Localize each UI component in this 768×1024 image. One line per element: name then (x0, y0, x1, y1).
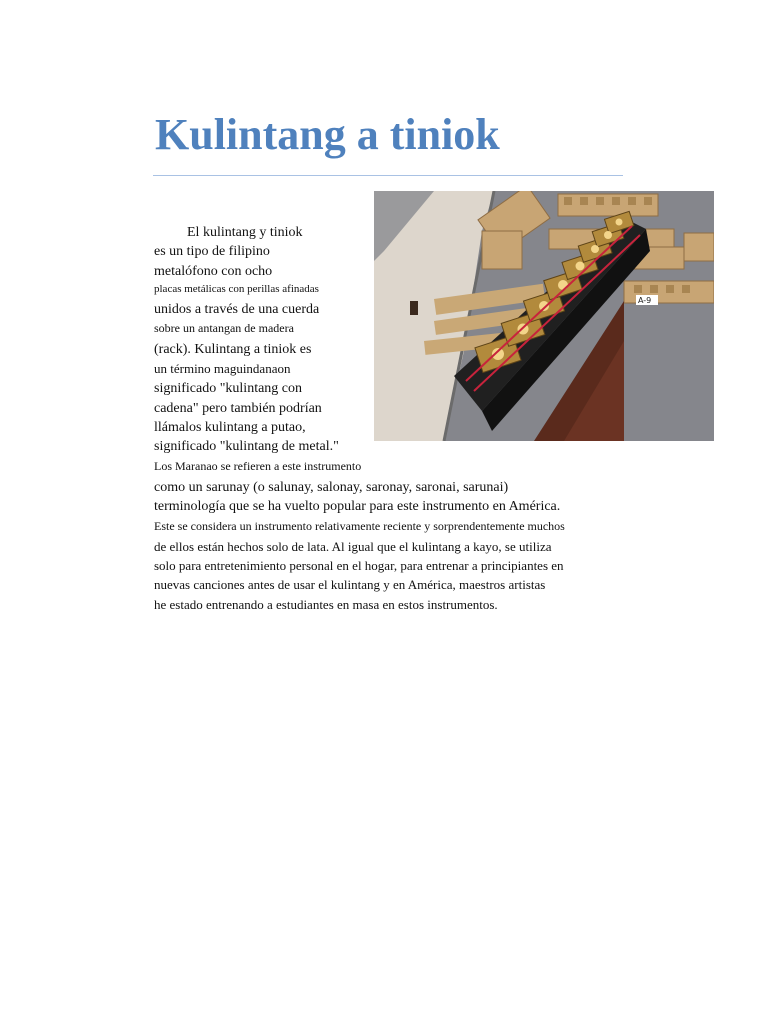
kulintang-photo (374, 191, 714, 441)
text-line: llámalos kulintang a putao, (154, 420, 306, 435)
photo-tag: A-9 (638, 296, 652, 305)
text-line: de ellos están hechos solo de lata. Al igual que el kulintang a kayo, se utiliza (154, 539, 552, 554)
text-line: terminología que se ha vuelto popular para este instrumento en América. (154, 499, 561, 514)
text-line: como un sarunay (o salunay, salonay, saronay, saronai, sarunai) (154, 480, 509, 495)
text-line: Los Maranao se refieren a este instrumento (154, 459, 362, 473)
text-line: nuevas canciones antes de usar el kulintang y en América, maestros artistas (154, 577, 546, 592)
text-line: cadena" pero también podrían (154, 401, 322, 416)
text-line: significado "kulintang de metal." (154, 439, 339, 454)
text-line: significado "kulintang con (154, 381, 303, 396)
text-line: un término maguindanaon (154, 361, 291, 376)
text-line: sobre un antangan de madera (154, 321, 294, 335)
text-line: es un tipo de filipino (154, 244, 270, 259)
text-line: unidos a través de una cuerda (154, 302, 320, 317)
text-line: metalófono con ocho (154, 264, 273, 279)
text-line: solo para entretenimiento personal en el hogar, para entrenar a principiantes en (154, 558, 564, 573)
text-line: he estado entrenando a estudiantes en masa en estos instrumentos. (154, 597, 498, 612)
title-divider (153, 175, 623, 176)
text-line: Este se considera un instrumento relativamente reciente y sorprendentemente muchos (154, 519, 565, 533)
page-title: Kulintang a tiniok (155, 110, 500, 159)
text-line: placas metálicas con perillas afinadas (154, 283, 319, 295)
text-line: El kulintang y tiniok (187, 225, 303, 240)
text-line: (rack). Kulintang a tiniok es (154, 342, 312, 357)
